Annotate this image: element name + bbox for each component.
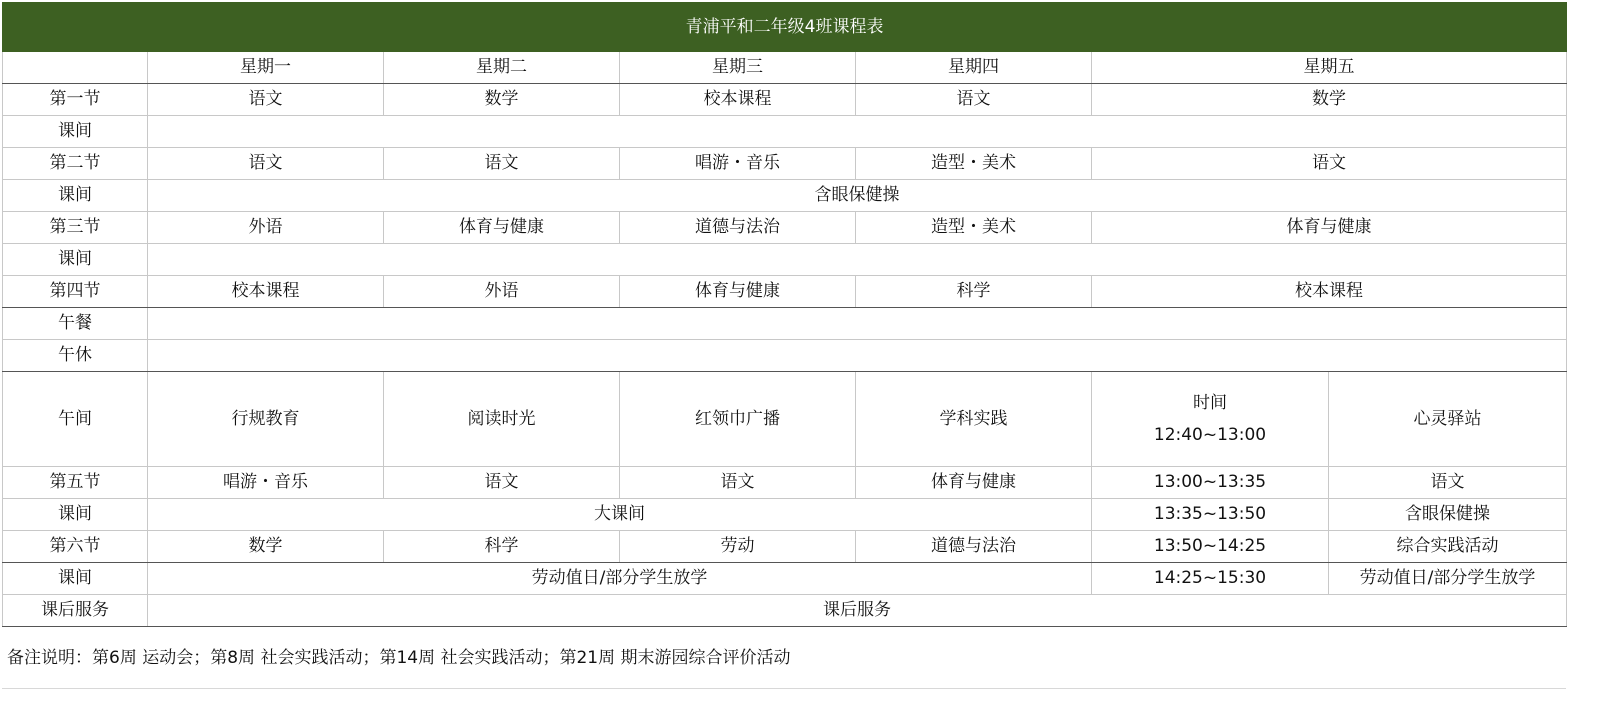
noon-row (3, 372, 1567, 467)
period-4-row (3, 276, 1567, 308)
class-cell: 数学 (1092, 84, 1567, 116)
row-label: 第五节 (3, 467, 148, 499)
class-cell: 语文 (856, 84, 1092, 116)
class-cell: 体育与健康 (1092, 212, 1567, 244)
time-value: 12:40~13:00 (1153, 425, 1267, 445)
class-cell: 数学 (148, 531, 384, 563)
row-label: 课间 (3, 116, 148, 148)
period-3-row (3, 212, 1567, 244)
row-label: 第六节 (3, 531, 148, 563)
row-label: 课间 (3, 244, 148, 276)
class-cell: 阅读时光 (384, 372, 620, 467)
friday-activity-cell: 心灵驿站 (1329, 372, 1567, 467)
row-label: 课间 (3, 499, 148, 531)
class-cell: 语文 (384, 148, 620, 180)
break-6-row (3, 563, 1567, 595)
break-cell (148, 244, 1567, 276)
time-cell: 13:00~13:35 (1092, 467, 1329, 499)
row-label: 第一节 (3, 84, 148, 116)
break-cell (148, 116, 1567, 148)
class-cell: 语文 (148, 84, 384, 116)
class-cell: 唱游・音乐 (620, 148, 856, 180)
period-2-row (3, 148, 1567, 180)
class-cell: 体育与健康 (384, 212, 620, 244)
class-cell: 体育与健康 (620, 276, 856, 308)
class-cell: 外语 (148, 212, 384, 244)
class-cell: 校本课程 (620, 84, 856, 116)
day-header-wed: 星期三 (620, 52, 856, 84)
lunch-row (3, 308, 1567, 340)
nap-cell (148, 340, 1567, 372)
row-label: 第二节 (3, 148, 148, 180)
break-cell: 含眼保健操 (148, 180, 1567, 212)
class-cell: 科学 (856, 276, 1092, 308)
timetable-title: 青浦平和二年级4班课程表 (3, 3, 1567, 52)
row-label: 午休 (3, 340, 148, 372)
friday-activity-cell: 语文 (1329, 467, 1567, 499)
class-cell: 红领巾广播 (620, 372, 856, 467)
class-cell: 道德与法治 (856, 531, 1092, 563)
time-cell: 13:50~14:25 (1092, 531, 1329, 563)
row-label: 第三节 (3, 212, 148, 244)
period-5-row (3, 467, 1567, 499)
row-label: 第四节 (3, 276, 148, 308)
break-cell: 劳动值日/部分学生放学 (148, 563, 1092, 595)
friday-activity-cell: 劳动值日/部分学生放学 (1329, 563, 1567, 595)
class-cell: 校本课程 (1092, 276, 1567, 308)
break-5-row (3, 499, 1567, 531)
day-header-fri: 星期五 (1092, 52, 1567, 84)
time-cell: 13:35~13:50 (1092, 499, 1329, 531)
class-cell: 造型・美术 (856, 148, 1092, 180)
break-1-row (3, 116, 1567, 148)
break-cell: 大课间 (148, 499, 1092, 531)
class-cell: 语文 (384, 467, 620, 499)
class-cell: 劳动 (620, 531, 856, 563)
class-cell: 行规教育 (148, 372, 384, 467)
bottom-divider (2, 688, 1566, 689)
class-cell: 学科实践 (856, 372, 1092, 467)
class-cell: 外语 (384, 276, 620, 308)
after-school-cell: 课后服务 (148, 595, 1567, 627)
class-cell: 语文 (148, 148, 384, 180)
class-cell: 造型・美术 (856, 212, 1092, 244)
row-label: 课间 (3, 180, 148, 212)
row-label: 课间 (3, 563, 148, 595)
header-row (3, 52, 1567, 84)
row-label: 课后服务 (3, 595, 148, 627)
time-header-label: 时间 (1193, 393, 1227, 413)
class-cell: 语文 (1092, 148, 1567, 180)
lunch-cell (148, 308, 1567, 340)
corner-cell (3, 52, 148, 84)
class-cell: 语文 (620, 467, 856, 499)
class-cell: 体育与健康 (856, 467, 1092, 499)
friday-activity-cell: 综合实践活动 (1329, 531, 1567, 563)
row-label: 午餐 (3, 308, 148, 340)
day-header-tue: 星期二 (384, 52, 620, 84)
class-cell: 校本课程 (148, 276, 384, 308)
class-cell: 科学 (384, 531, 620, 563)
day-header-mon: 星期一 (148, 52, 384, 84)
remarks-note: 备注说明：第6周 运动会；第8周 社会实践活动；第14周 社会实践活动；第21周 期末游园综合评价活动 (7, 648, 791, 668)
nap-row (3, 340, 1567, 372)
after-school-row (3, 595, 1567, 627)
period-1-row (3, 84, 1567, 116)
class-cell: 道德与法治 (620, 212, 856, 244)
timetable (2, 2, 1567, 627)
period-6-row (3, 531, 1567, 563)
break-2-row (3, 180, 1567, 212)
row-label: 午间 (3, 372, 148, 467)
time-cell (1092, 372, 1329, 467)
class-cell: 数学 (384, 84, 620, 116)
class-cell: 唱游・音乐 (148, 467, 384, 499)
day-header-thu: 星期四 (856, 52, 1092, 84)
break-3-row (3, 244, 1567, 276)
friday-activity-cell: 含眼保健操 (1329, 499, 1567, 531)
time-cell: 14:25~15:30 (1092, 563, 1329, 595)
